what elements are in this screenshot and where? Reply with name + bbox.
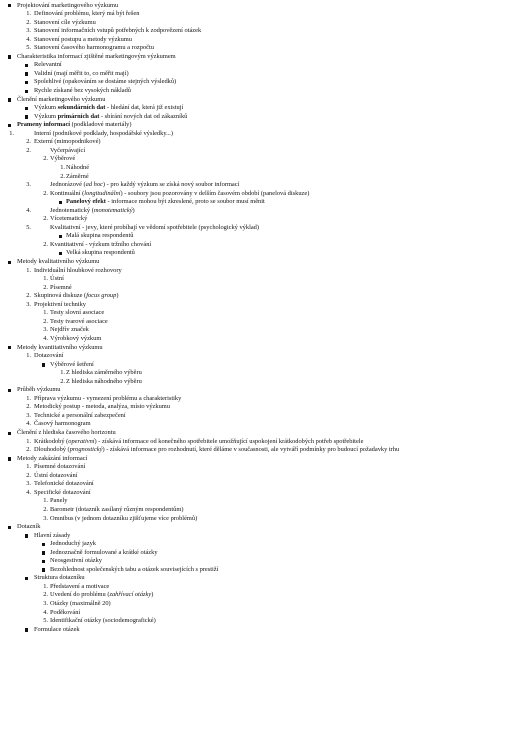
bullet-square-icon [42,363,45,366]
list-number: 2. [43,317,48,325]
outline-text: Ústní [50,275,64,283]
outline-text: Průběh výzkumu [17,386,61,394]
list-number: 1. [60,163,65,171]
list-number: 3. [26,181,31,189]
outline-text: Projektivní techniky [34,300,87,308]
outline-text: Uvedení do problému (zahřívací otázky) [50,591,154,599]
list-number: 5. [26,44,31,52]
outline-text: Metodický postup - metoda, analýza, místo výzkumu [34,403,170,411]
list-number: 2. [26,471,31,479]
outline-text: Záměrné [66,172,89,180]
outline-text: Relevantní [34,61,62,69]
outline-text: Náhodné [66,163,90,171]
outline-text: Výběrové šetření [50,360,94,368]
list-number: 4. [43,334,48,342]
outline-text: Jednoduchý jazyk [50,540,96,548]
outline-text: Specifické dotazování [34,488,91,496]
list-number: 3. [26,480,31,488]
outline-text: Členění marketingového výzkumu [17,95,106,103]
bullet-square-icon [25,577,28,580]
outline-text: Hlavní zásady [34,531,71,539]
list-number: 3. [26,27,31,35]
outline-text: Spolehlivé (opakováním se dostáme stejných výsledků) [34,78,177,86]
bullet-square-icon [8,124,11,127]
list-number: 1. [26,394,31,402]
list-number: 1. [60,369,65,377]
list-number: 2. [43,215,48,223]
outline-text: Ústní dotazování [34,471,78,479]
list-number: 1. [43,275,48,283]
bullet-square-icon [59,235,62,238]
outline-text: Z hlediska záměrného výběru [66,369,142,377]
bullet-square-icon [42,568,45,571]
outline-text: Barometr (dotazník zasílaný různým respondentům) [50,505,184,513]
bullet-square-icon [25,534,28,537]
list-number: 2. [43,591,48,599]
outline-text: Jednorázové (ad hoc) - pro každý výzkum se získá nový soubor informací [50,181,240,189]
outline-text: Jednoznačně formulované a krátké otázky [50,548,158,556]
bullet-square-icon [8,389,11,392]
outline-text: Prameny informací (podkladové materiály) [17,121,132,129]
list-number: 2. [60,377,65,385]
list-number: 4. [26,206,31,214]
list-number: 5. [26,223,31,231]
outline-text: Z hlediska náhodného výběru [66,377,142,385]
bullet-square-icon [59,252,62,255]
list-number: 3. [26,411,31,419]
outline-text: Stanovení cíle výzkumu [34,18,96,26]
bullet-square-icon [42,543,45,546]
list-number: 2. [43,505,48,513]
list-number: 1. [26,10,31,18]
outline-text: Písemné dotazování [34,463,86,471]
outline-text: Metody zakázání informací [17,454,88,462]
list-number: 1. [43,582,48,590]
outline-text: Stanovení postupu a metody výzkumu [34,35,132,43]
outline-text: Kvantitativní - výzkum tržního chování [50,240,152,248]
bullet-square-icon [25,64,28,67]
list-number: 2. [26,146,31,154]
list-number: 2. [43,155,48,163]
outline-text: Kvalitativní - jevy, které probíhají ve vědomí spotřebitele (psychologický výklad) [50,223,259,231]
list-number: 2. [43,240,48,248]
list-number: 2. [26,446,31,454]
outline-text: Dotazník [17,523,41,531]
outline-text: Krátkodobý (operativní) - získává informace od konečného spotřebitele umožňující uspokojení krátkodobých potřeb spotřebitele [34,437,364,445]
bullet-square-icon [25,81,28,84]
bullet-square-icon [59,201,62,204]
list-number: 1. [26,437,31,445]
outline-text: Výrobkový výzkum [50,334,102,342]
outline-text: Validní (mají měřit to, co měřit mají) [34,69,129,77]
list-number: 1. [9,129,14,137]
outline-text: Nejdřív značek [50,326,89,334]
list-number: 5. [43,617,48,625]
list-number: 1. [43,497,48,505]
list-number: 4. [26,35,31,43]
outline-text: Představení a motivace [50,582,110,590]
bullet-square-icon [25,115,28,118]
outline-text: Projektování marketingového výzkumu [17,1,119,9]
outline-text: Identifikační otázky (sociodemografické) [50,617,156,625]
outline-text: Dlouhodobý (prognostický) - získává informace pro rozhodnutí, které děláme v současnosti, ale vytváří podmínky pro budoucí požadavky trhu [34,446,400,454]
bullet-square-icon [25,628,28,631]
outline-text: Vyčerpávající [50,146,86,154]
outline-text: Písemné [50,283,72,291]
list-number: 2. [26,18,31,26]
outline-text: Metody kvalitativního výzkumu [17,258,100,265]
outline-text: Jednotematický (monotematický) [50,206,135,214]
bullet-square-icon [8,55,11,58]
outline-text: Výzkum primárních dat - sbírání nových dat od zákazníků [34,112,188,120]
outline-text: Interní (podnikové podklady, hospodářské výsledky...) [34,129,174,137]
outline-text: Otázky (maximálně 20) [50,600,111,607]
list-number: 3. [43,600,48,607]
bullet-square-icon [8,526,11,529]
outline-text: Výzkum sekundárních dat - hledání dat, která již existují [34,104,184,112]
outline-text: Malá skupina respondentů [66,232,134,240]
list-number: 4. [43,608,48,616]
list-number: 2. [43,283,48,291]
outline-text: Rychle získané bez vysokých nákladů [34,87,131,94]
list-number: 1. [43,309,48,317]
outline-text: Stanovení časového harmonogramu a rozpočtu [34,44,154,52]
outline-text: Metody kvantitativního výzkumu [17,343,103,351]
bullet-square-icon [42,560,45,563]
bullet-square-icon [8,98,11,101]
outline-text: Testy tvarové asociace [50,317,108,325]
outline-text: Telefonické dotazování [34,480,94,488]
outline-text: Dotazování [34,352,64,360]
list-number: 2. [60,172,65,180]
outline-text: Výběrové [50,155,76,163]
outline-text: Vícetematický [50,215,88,223]
outline-text: Testy slovní asociace [50,309,105,317]
bullet-square-icon [8,457,11,460]
list-number: 2. [26,138,31,146]
list-number: 1. [26,463,31,471]
list-number: 2. [26,292,31,300]
bullet-square-icon [8,432,11,435]
outline-text: Technické a personální zabezpečení [34,411,126,419]
list-number: 1. [26,352,31,360]
outline-text: Skupinová diskuze (focus group) [34,292,119,300]
outline-text: Bezohlednost společenských tabu a otázek souvisejících s prestiží [50,565,219,573]
list-number: 3. [43,326,48,334]
outline-text: Neosgestivní otázky [50,557,103,565]
outline-text: Poděkování [50,608,81,616]
outline-text: Panelový efekt - informace mohou být zkreslené, proto se soubor musí měnit [66,198,265,206]
outline-text: Příprava výzkumu - vymezení problému a charakteristiky [34,394,182,402]
outline-text: Formulace otázek [34,625,80,633]
outline-text: Omnibus (v jednom dotazníku zjišťujeme více problémů) [50,514,198,522]
list-number: 2. [26,403,31,411]
outline-text: Kontinuální (longitudinální) - soubory jsou pozorovány v delším časovém období (panelová diskuze) [50,189,310,197]
list-number: 3. [26,300,31,308]
outline-text: Definování problému, který má být řešen [34,10,140,18]
outline-text: Individuální hloubkové rozhovory [34,266,122,274]
outline-text: Stanovení informačních vstupů potřebných k zodpovězení otázek [34,27,202,35]
bullet-square-icon [25,72,28,75]
bullet-square-icon [8,261,11,264]
outline-text: Velká skupina respondentů [66,249,135,257]
bullet-square-icon [42,551,45,554]
bullet-square-icon [25,90,28,93]
bullet-square-icon [25,107,28,110]
list-number: 1. [26,266,31,274]
outline-text: Charakteristika informací zjištěné marketingovým výzkumem [17,52,176,60]
list-number: 4. [26,420,31,428]
list-number: 4. [26,488,31,496]
bullet-square-icon [8,4,11,7]
list-number: 3. [43,514,48,522]
outline-text: Panely [50,497,68,505]
outline-text: Členění z hlediska časového horizontu [17,429,116,436]
outline-text: Struktura dotazníku [34,574,85,582]
list-number: 2. [43,189,48,197]
outline-text: Externí (mimopodnikové) [34,138,101,146]
bullet-square-icon [8,346,11,349]
outline-text: Časový harmonogram [34,420,91,428]
